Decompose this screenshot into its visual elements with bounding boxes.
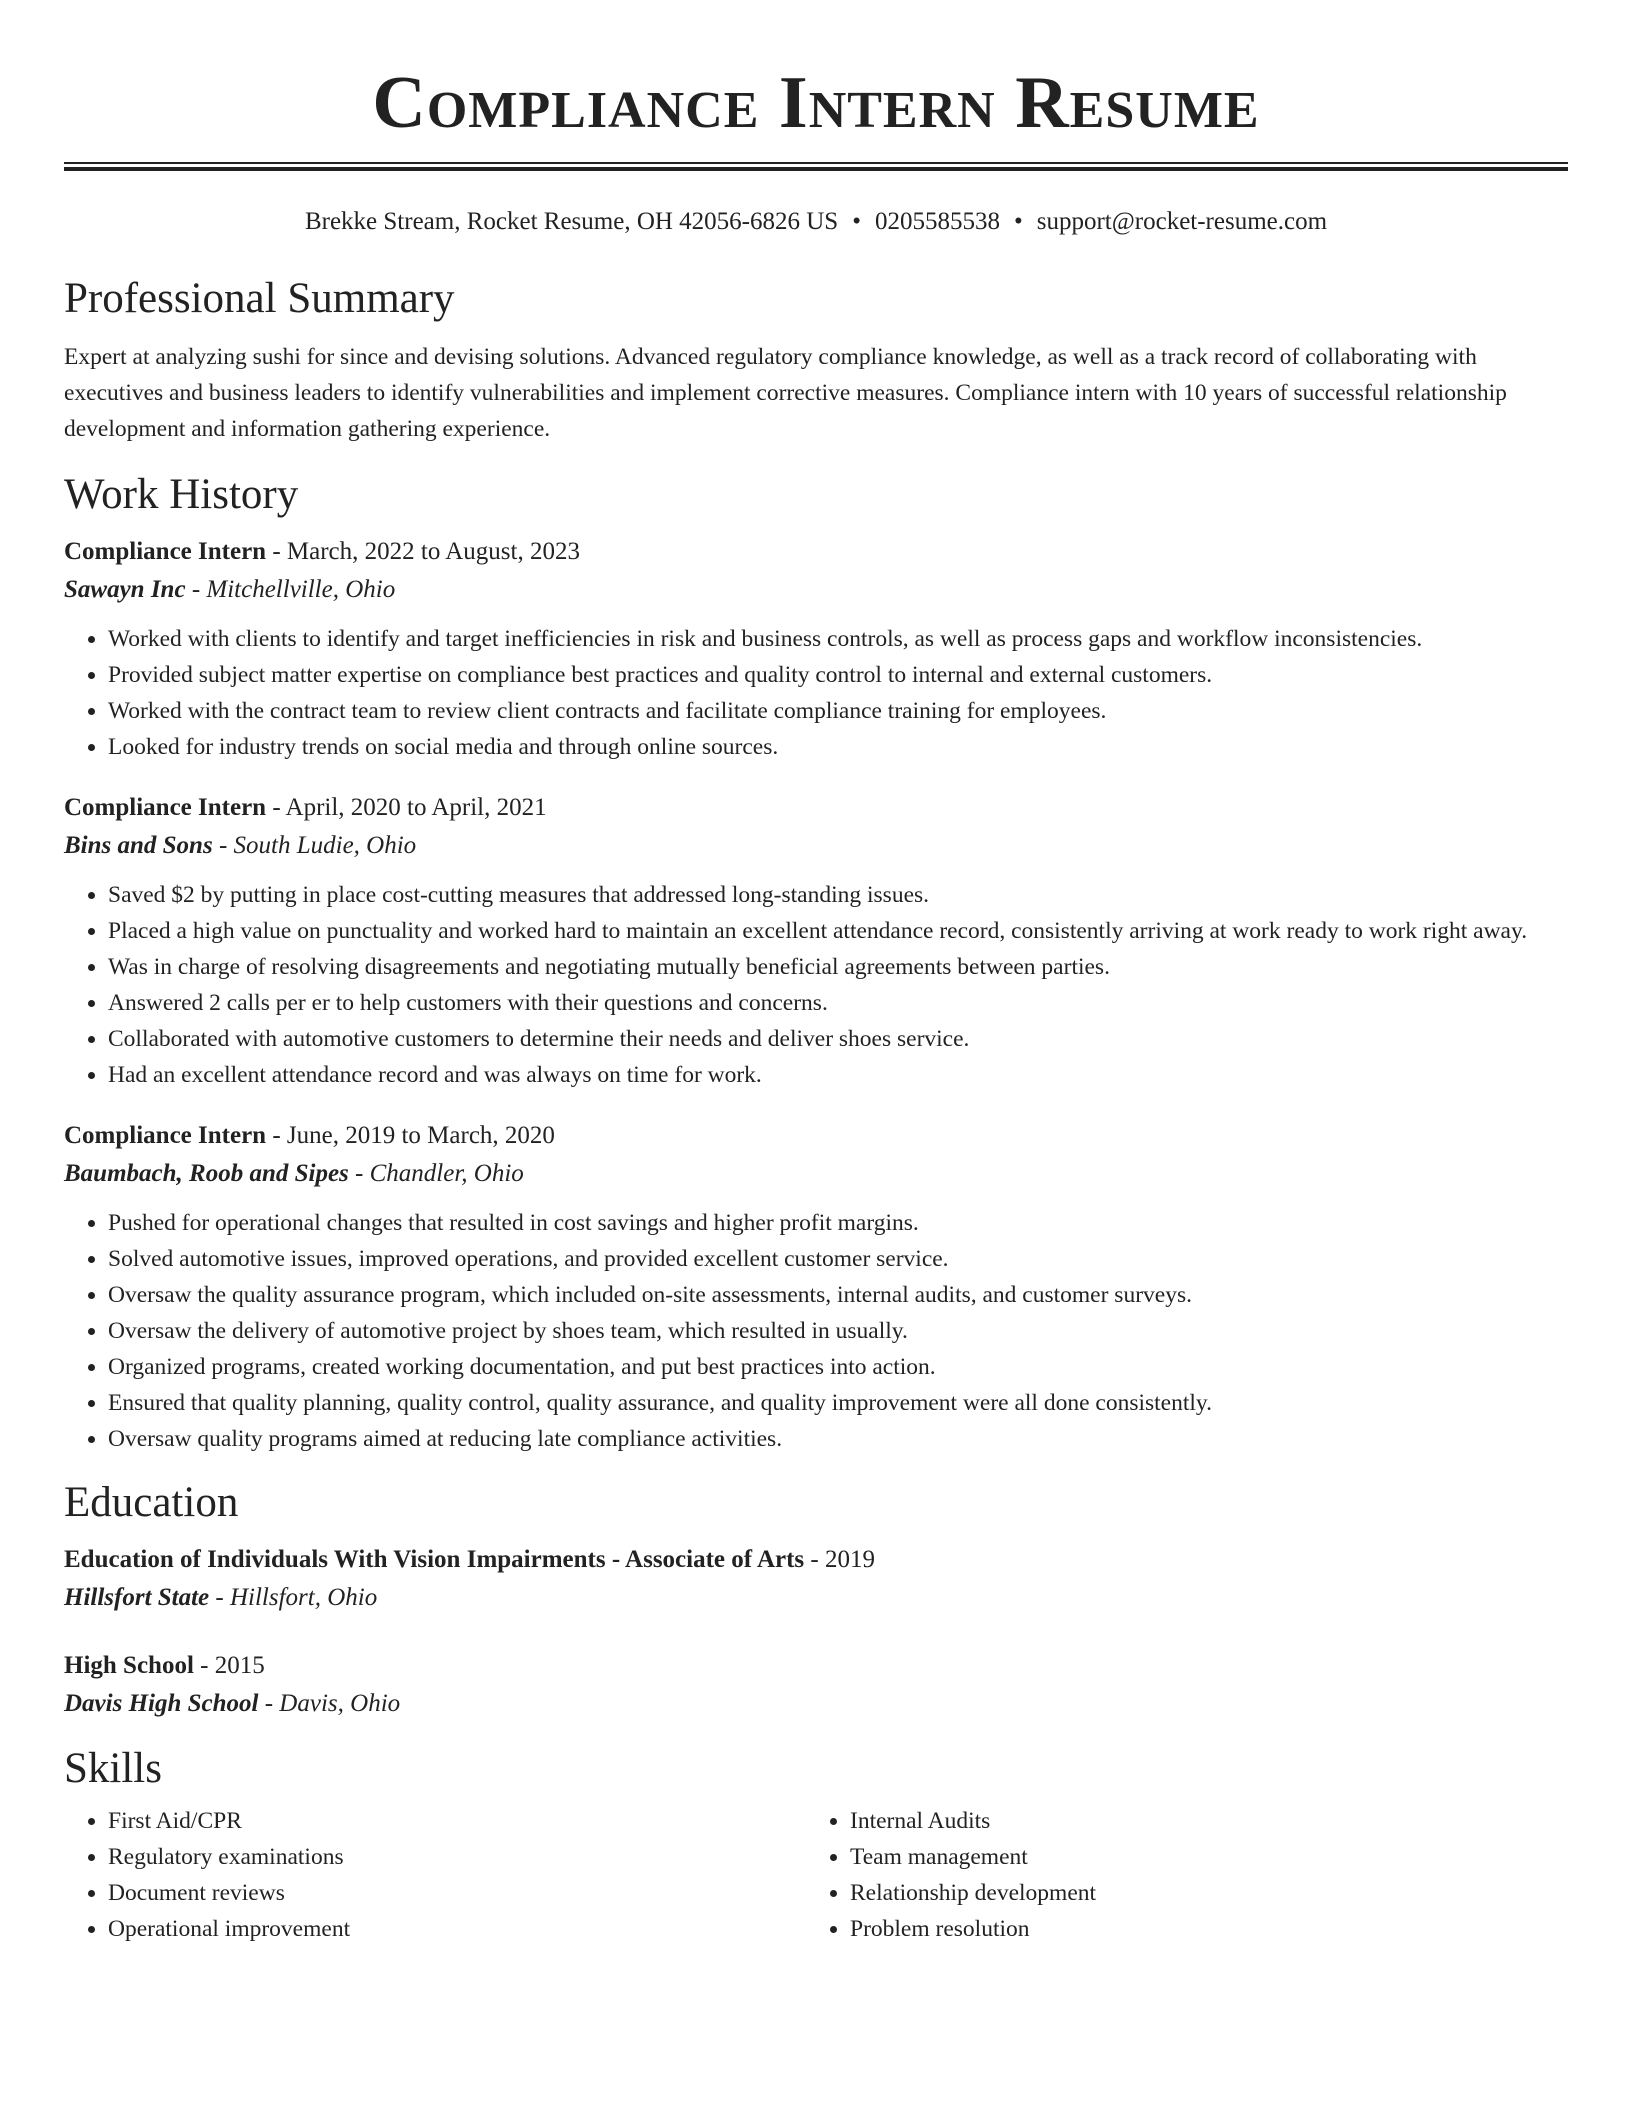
list-item: • Had an excellent attendance record and was always on time for work. — [108, 1057, 1568, 1093]
work-history-heading: Work History — [64, 471, 299, 518]
job-title: Compliance Intern — [64, 538, 267, 565]
job-bullets — [64, 1205, 1568, 1457]
job-entry — [64, 533, 1568, 765]
skill-item: • First Aid/CPR — [108, 1803, 806, 1839]
list-item: • Pushed for operational changes that resulted in cost savings and higher profit margins. — [108, 1205, 1568, 1241]
job-title-line — [64, 1117, 1568, 1155]
company-name: Bins and Sons — [64, 832, 213, 859]
education-section — [64, 1477, 1568, 1723]
company-name: Sawayn Inc — [64, 576, 186, 603]
work-history-section — [64, 469, 1568, 1457]
skills-list — [806, 1803, 1548, 1947]
skills-column-left — [64, 1803, 806, 1947]
school-name: Hillsfort State — [64, 1584, 210, 1611]
list-item: • Solved automotive issues, improved operations, and provided excellent customer service. — [108, 1241, 1568, 1277]
graduation-year: - 2019 — [804, 1546, 875, 1573]
list-item: • Oversaw the quality assurance program, which included on-site assessments, internal audits, and customer surveys. — [108, 1277, 1568, 1313]
list-item: • Oversaw quality programs aimed at reducing late compliance activities. — [108, 1421, 1568, 1457]
job-dates: - June, 2019 to March, 2020 — [266, 1122, 555, 1149]
list-item: • Placed a high value on punctuality and worked hard to maintain an excellent attendance record, consistently arriving at work ready to work right away. — [108, 913, 1568, 949]
company-name: Baumbach, Roob and Sipes — [64, 1160, 349, 1187]
school-line — [64, 1579, 1568, 1617]
degree-name: High School — [64, 1652, 194, 1679]
education-entry — [64, 1541, 1568, 1617]
title-divider — [64, 162, 1568, 171]
skill-item: • Team management — [850, 1839, 1548, 1875]
contact-address: Brekke Stream, Rocket Resume, OH 42056-6826 US — [304, 208, 839, 235]
contact-line — [64, 205, 1568, 239]
summary-heading: Professional Summary — [64, 275, 455, 322]
job-dates: - March, 2022 to August, 2023 — [266, 538, 580, 565]
summary-section — [64, 273, 1568, 447]
education-heading: Education — [64, 1479, 239, 1526]
summary-text: Expert at analyzing sushi for since and devising solutions. Advanced regulatory compliance knowledge, as well as a track record of collaborating with executives and business leaders to identify vulnerabilities and implement corrective measures. Compliance intern with 10 years of successful relationship development and information gathering experience. — [64, 344, 1507, 442]
list-item: • Oversaw the delivery of automotive project by shoes team, which resulted in usually. — [108, 1313, 1568, 1349]
graduation-year: - 2015 — [193, 1652, 265, 1679]
page-title: Compliance Intern Resume — [372, 62, 1260, 144]
job-entry — [64, 789, 1568, 1093]
list-item: • Worked with the contract team to review client contracts and facilitate compliance training for employees. — [108, 693, 1568, 729]
list-item: • Organized programs, created working documentation, and put best practices into action. — [108, 1349, 1568, 1385]
job-title: Compliance Intern — [64, 794, 267, 821]
list-item: • Answered 2 calls per er to help customers with their questions and concerns. — [108, 985, 1568, 1021]
degree-line — [64, 1541, 1568, 1579]
contact-separator: • — [1013, 208, 1023, 235]
skills-list — [64, 1803, 806, 1947]
job-title-line — [64, 533, 1568, 571]
school-line — [64, 1685, 1568, 1723]
school-name: Davis High School — [64, 1690, 259, 1717]
contact-separator: • — [852, 208, 861, 235]
job-title: Compliance Intern — [64, 1122, 267, 1149]
job-dates: - April, 2020 to April, 2021 — [266, 794, 547, 821]
skill-item: • Problem resolution — [850, 1911, 1548, 1947]
skill-item: • Internal Audits — [850, 1803, 1548, 1839]
list-item: • Was in charge of resolving disagreements and negotiating mutually beneficial agreements between parties. — [108, 949, 1568, 985]
education-entry — [64, 1647, 1568, 1723]
company-line — [64, 1155, 1568, 1193]
company-location: - Chandler, Ohio — [348, 1160, 524, 1187]
list-item: • Looked for industry trends on social media and through online sources. — [108, 729, 1568, 765]
company-location: - Mitchellville, Ohio — [185, 576, 396, 603]
degree-line — [64, 1647, 1568, 1685]
skill-item: • Operational improvement — [108, 1911, 806, 1947]
job-bullets — [64, 621, 1568, 765]
job-bullets — [64, 877, 1568, 1093]
skill-item: • Document reviews — [108, 1875, 806, 1911]
list-item: • Saved $2 by putting in place cost-cutting measures that addressed long-standing issues. — [108, 877, 1568, 913]
company-line — [64, 827, 1568, 865]
degree-name: Education of Individuals With Vision Impairments - Associate of Arts — [64, 1546, 805, 1573]
skills-columns — [64, 1803, 1568, 1947]
skills-section — [64, 1743, 1568, 1947]
skill-item: • Regulatory examinations — [108, 1839, 806, 1875]
school-location: - Hillsfort, Ohio — [209, 1584, 378, 1611]
job-entry — [64, 1117, 1568, 1457]
list-item: • Collaborated with automotive customers to determine their needs and deliver shoes service. — [108, 1021, 1568, 1057]
company-location: - South Ludie, Ohio — [212, 832, 417, 859]
company-line — [64, 571, 1568, 609]
school-location: - Davis, Ohio — [258, 1690, 401, 1717]
skills-heading: Skills — [64, 1745, 162, 1792]
list-item: • Worked with clients to identify and target inefficiencies in risk and business controls, as well as process gaps and workflow inconsistencies. — [108, 621, 1568, 657]
contact-phone: 0205585538 — [874, 208, 1000, 235]
contact-email: support@rocket-resume.com — [1036, 208, 1328, 235]
job-title-line — [64, 789, 1568, 827]
skill-item: • Relationship development — [850, 1875, 1548, 1911]
list-item: • Provided subject matter expertise on compliance best practices and quality control to internal and external customers. — [108, 657, 1568, 693]
list-item: • Ensured that quality planning, quality control, quality assurance, and quality improvement were all done consistently. — [108, 1385, 1568, 1421]
skills-column-right — [806, 1803, 1548, 1947]
